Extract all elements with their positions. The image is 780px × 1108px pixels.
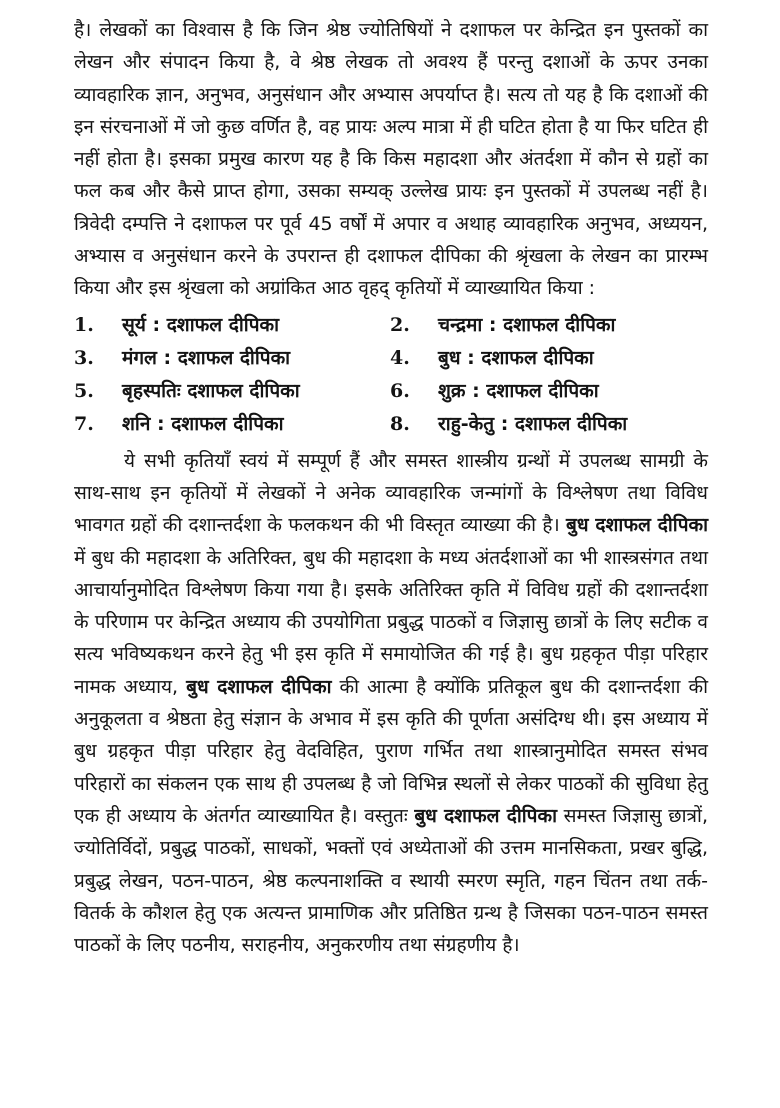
text-segment: की आत्मा है क्योंकि प्रतिकूल बुध की दशान्तर्दशा की अनुकूलता व श्रेष्ठता हेतु संज्ञान के अभाव में इस कृति की पूर्णता असंदिग्ध थी। इस अध्याय में बुध ग्रहकृत पीड़ा परिहार हेतु वेदविहित, पुराण गर्भित तथा शास्त्रानुमोदित समस्त संभव परिहारों का संकलन एक साथ ही उपलब्ध है जो विभिन्न स्थलों से लेकर पाठकों की सुविधा हेतु एक ही अध्याय के अंतर्गत व्याख्यायित है। वस्तुतः — [74, 675, 708, 827]
book-title: बृहस्पतिः दशाफल दीपिका — [122, 379, 300, 402]
list-number: 8. — [390, 412, 410, 435]
document-page — [74, 14, 708, 961]
list-item — [390, 309, 708, 342]
book-title-bold: बुध दशाफल दीपिका — [565, 514, 708, 537]
book-title: शुक्र : दशाफल दीपिका — [438, 379, 599, 402]
book-title: राहु-केतु : दशाफल दीपिका — [438, 412, 628, 435]
text-segment: ये सभी कृतियाँ स्वयं में सम्पूर्ण हैं और समस्त शास्त्रीय ग्रन्थों में उपलब्ध सामग्री के साथ-साथ इन कृतियों में लेखकों ने अनेक व्यावहारिक जन्मांगों के विश्लेषण तथा विविध भावगत ग्रहों की दशान्तर्दशा के फलकथन की भी विस्तृत व्याख्या की है। — [74, 449, 708, 537]
book-title: बुध : दशाफल दीपिका — [438, 346, 594, 369]
book-series-list — [74, 309, 708, 441]
paragraph-intro: है। लेखकों का विश्वास है कि जिन श्रेष्ठ ज्योतिषियों ने दशाफल पर केन्द्रित इन पुस्तकों का लेखन और संपादन किया है, वे श्रेष्ठ लेखक तो अवश्य हैं परन्तु दशाओं के ऊपर उनका व्यावहारिक ज्ञान, अनुभव, अनुसंधान और अभ्यास अपर्याप्त है। सत्य तो यह है कि दशाओं की इन संरचनाओं में जो कुछ वर्णित है, वह प्रायः अल्प मात्रा में ही घटित होता है या फिर घटित ही नहीं होता है। इसका प्रमुख कारण यह है कि किस महादशा और अंतर्दशा में कौन से ग्रहों का फल कब और कैसे प्राप्त होगा, उसका सम्यक् उल्लेख प्रायः इन पुस्तकों में उपलब्ध नहीं है। त्रिवेदी दम्पत्ति ने दशाफल पर पूर्व 45 वर्षों में अपार व अथाह व्यावहारिक अनुभव, अध्ययन, अभ्यास व अनुसंधान करने के उपरान्त ही दशाफल दीपिका की श्रृंखला के लेखन का प्रारम्भ किया और इस श्रृंखला को अग्रांकित आठ वृहद् कृतियों में व्याख्यायित किया : — [74, 19, 708, 300]
book-title: शनि : दशाफल दीपिका — [122, 412, 284, 435]
book-title-bold: बुध दशाफल दीपिका — [186, 675, 332, 698]
list-item — [74, 309, 390, 342]
list-number: 1. — [74, 313, 94, 336]
list-item — [74, 342, 390, 375]
list-item — [390, 342, 708, 375]
book-title: चन्द्रमा : दशाफल दीपिका — [438, 313, 616, 336]
list-item — [74, 375, 390, 408]
book-title: मंगल : दशाफल दीपिका — [122, 346, 291, 369]
book-title: सूर्य : दशाफल दीपिका — [122, 313, 280, 336]
text-segment: में बुध की महादशा के अतिरिक्त, बुध की महादशा के मध्य अंतर्दशाओं का भी शास्त्रसंगत तथा आचार्यानुमोदित विश्लेषण किया गया है। इसके अतिरिक्त कृति में विविध ग्रहों की दशान्तर्दशा के परिणाम पर केन्द्रित अध्याय की उपयोगिता प्रबुद्ध पाठकों व जिज्ञासु छात्रों के लिए सटीक व सत्य भविष्यकथन करने हेतु भी इस कृति में समायोजित की गई है। बुध ग्रहकृत पीड़ा परिहार नामक अध्याय, — [74, 546, 708, 698]
list-item — [390, 408, 708, 441]
text-segment: समस्त जिज्ञासु छात्रों, ज्योतिर्विदों, प्रबुद्ध पाठकों, साधकों, भक्तों एवं अध्येताओं की उत्तम मानसिकता, प्रखर बुद्धि, प्रबुद्ध लेखन, पठन-पाठन, श्रेष्ठ कल्पनाशक्ति व स्थायी स्मरण स्मृति, गहन चिंतन तथा तर्क-वितर्क के कौशल हेतु एक अत्यन्त प्रामाणिक और प्रतिष्ठित ग्रन्थ है जिसका पठन-पाठन समस्त पाठकों के लिए पठनीय, सराहनीय, अनुकरणीय तथा संग्रहणीय है। — [74, 804, 708, 957]
list-number: 3. — [74, 346, 94, 369]
list-item — [390, 375, 708, 408]
list-number: 5. — [74, 379, 94, 402]
list-number: 4. — [390, 346, 410, 369]
paragraph-description — [74, 445, 708, 962]
list-number: 2. — [390, 313, 410, 336]
list-number: 6. — [390, 379, 410, 402]
list-number: 7. — [74, 412, 94, 435]
book-title-bold: बुध दशाफल दीपिका — [414, 804, 557, 827]
list-item — [74, 408, 390, 441]
